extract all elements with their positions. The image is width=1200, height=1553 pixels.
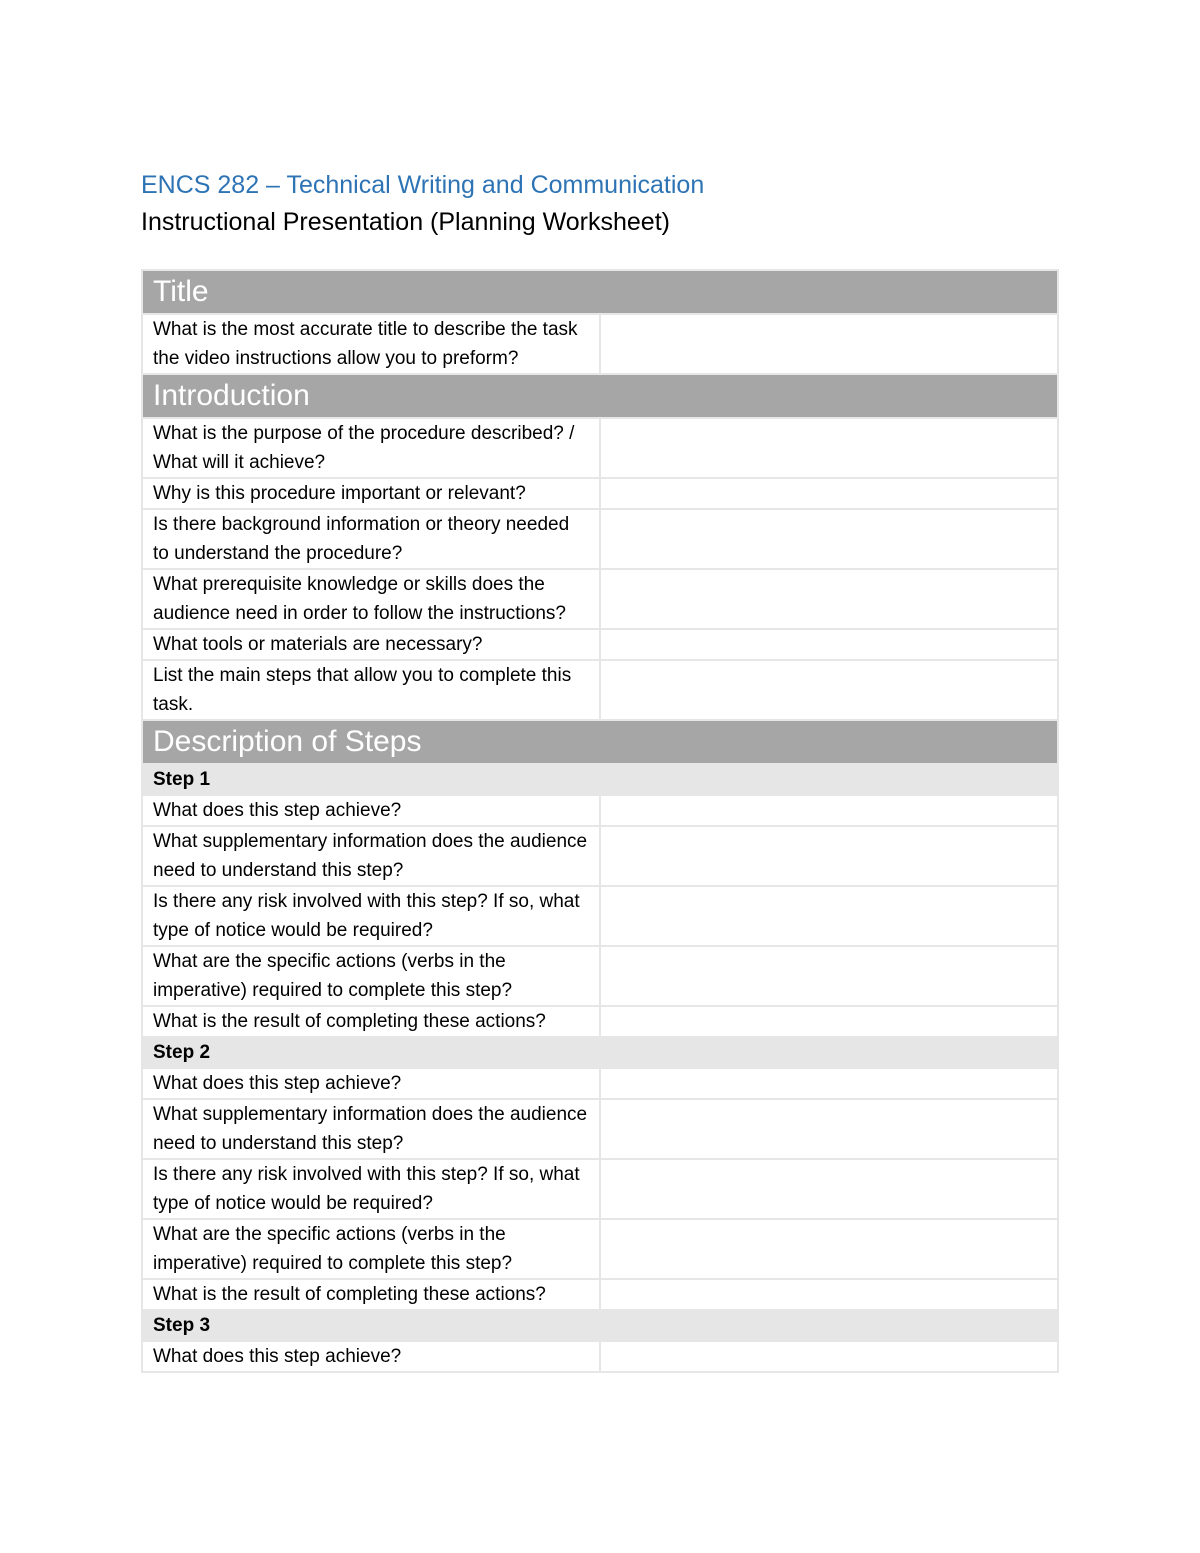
answer-cell[interactable]	[600, 660, 1058, 720]
question-row	[142, 569, 1058, 629]
answer-cell[interactable]	[600, 1068, 1058, 1099]
answer-cell[interactable]	[600, 478, 1058, 509]
question-row	[142, 1219, 1058, 1279]
answer-cell[interactable]	[600, 629, 1058, 660]
question-row	[142, 509, 1058, 569]
question-cell: What is the result of completing these actions?	[142, 1279, 600, 1310]
section-header-introduction	[142, 374, 1058, 418]
question-cell: What does this step achieve?	[142, 795, 600, 826]
answer-cell[interactable]	[600, 1099, 1058, 1159]
answer-cell[interactable]	[600, 826, 1058, 886]
worksheet-subtitle: Instructional Presentation (Planning Worksheet)	[141, 208, 670, 236]
question-cell: Is there background information or theory needed to understand the procedure?	[142, 509, 600, 569]
question-row	[142, 478, 1058, 509]
answer-cell[interactable]	[600, 1341, 1058, 1372]
answer-cell[interactable]	[600, 509, 1058, 569]
section-header-title	[142, 270, 1058, 314]
question-row	[142, 1159, 1058, 1219]
question-row	[142, 1068, 1058, 1099]
question-cell: What supplementary information does the audience need to understand this step?	[142, 826, 600, 886]
question-cell: What supplementary information does the audience need to understand this step?	[142, 1099, 600, 1159]
question-row	[142, 1006, 1058, 1037]
section-label: Description of Steps	[142, 720, 1058, 764]
answer-cell[interactable]	[600, 886, 1058, 946]
question-cell: Is there any risk involved with this step? If so, what type of notice would be required?	[142, 886, 600, 946]
question-cell: Why is this procedure important or relevant?	[142, 478, 600, 509]
question-row	[142, 1341, 1058, 1372]
worksheet-page	[141, 168, 1059, 1373]
step-header-2	[142, 1037, 1058, 1068]
answer-cell[interactable]	[600, 569, 1058, 629]
question-cell: What tools or materials are necessary?	[142, 629, 600, 660]
question-cell: What is the purpose of the procedure described? / What will it achieve?	[142, 418, 600, 478]
question-row	[142, 826, 1058, 886]
question-row	[142, 314, 1058, 374]
question-row	[142, 795, 1058, 826]
answer-cell[interactable]	[600, 1006, 1058, 1037]
question-row	[142, 629, 1058, 660]
step-label: Step 2	[142, 1037, 1058, 1068]
course-title: ENCS 282 – Technical Writing and Communication	[141, 171, 705, 199]
question-cell: What are the specific actions (verbs in the imperative) required to complete this step?	[142, 1219, 600, 1279]
answer-cell[interactable]	[600, 1159, 1058, 1219]
answer-cell[interactable]	[600, 418, 1058, 478]
section-label: Title	[142, 270, 1058, 314]
question-cell: What prerequisite knowledge or skills does the audience need in order to follow the instructions?	[142, 569, 600, 629]
question-cell: List the main steps that allow you to complete this task.	[142, 660, 600, 720]
section-header-steps	[142, 720, 1058, 764]
answer-cell[interactable]	[600, 1279, 1058, 1310]
question-cell: What does this step achieve?	[142, 1068, 600, 1099]
answer-cell[interactable]	[600, 946, 1058, 1006]
question-row	[142, 1279, 1058, 1310]
question-cell: What does this step achieve?	[142, 1341, 600, 1372]
answer-cell[interactable]	[600, 1219, 1058, 1279]
answer-cell[interactable]	[600, 795, 1058, 826]
question-row	[142, 886, 1058, 946]
section-label: Introduction	[142, 374, 1058, 418]
answer-cell[interactable]	[600, 314, 1058, 374]
step-header-3	[142, 1310, 1058, 1341]
step-header-1	[142, 764, 1058, 795]
step-label: Step 1	[142, 764, 1058, 795]
planning-table	[141, 269, 1059, 1373]
question-cell: What is the result of completing these actions?	[142, 1006, 600, 1037]
question-cell: What is the most accurate title to describe the task the video instructions allow you to preform?	[142, 314, 600, 374]
question-row	[142, 660, 1058, 720]
question-cell: Is there any risk involved with this step? If so, what type of notice would be required?	[142, 1159, 600, 1219]
step-label: Step 3	[142, 1310, 1058, 1341]
question-row	[142, 946, 1058, 1006]
question-row	[142, 1099, 1058, 1159]
question-row	[142, 418, 1058, 478]
question-cell: What are the specific actions (verbs in the imperative) required to complete this step?	[142, 946, 600, 1006]
